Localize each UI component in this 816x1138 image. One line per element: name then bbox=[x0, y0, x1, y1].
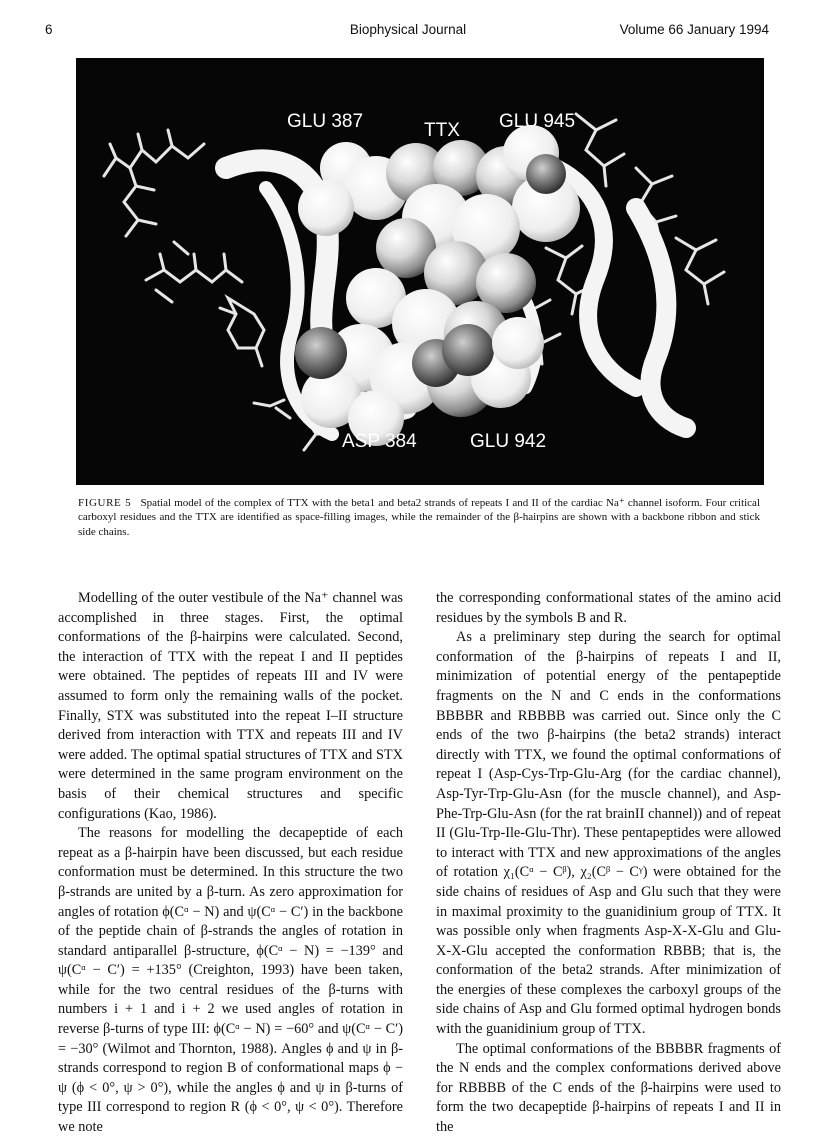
label-ttx: TTX bbox=[424, 120, 460, 141]
paragraph: Modelling of the outer vestibule of the Na⁺ channel was accomplished in three stages. First, the optimal conformations of the β-hairpins were calculated. Second, the interaction of TTX with the repeat I and II peptides were obtained. The peptides of repeats III and IV were assumed to form only the remaining walls of the pocket. Finally, STX was substituted into the repeat I–II structure derived from interaction with TTX and repeats III and IV were added. The optimal spatial structures of TTX and STX were determined in the same program environment on the basis of their chemical structures and specific configurations (Kao, 1986). bbox=[58, 590, 403, 822]
label-glu-945: GLU 945 bbox=[499, 111, 576, 132]
label-glu-942: GLU 942 bbox=[470, 431, 547, 452]
paragraph: The optimal conformations of the BBBBR fragments of the N ends and the complex conformations derived above for RBBBB of the C ends of the β-hairpins were used to form the two decapeptide β-hairpins of repeats I and II in the bbox=[436, 1040, 781, 1136]
journal-title: Biophysical Journal bbox=[349, 22, 467, 37]
paragraph: the corresponding conformational states of the amino acid residues by the symbols B and R. bbox=[436, 590, 781, 626]
paragraph: The reasons for modelling the decapeptide of each repeat as a β-hairpin have been discussed, but each residue conformation must be determined. In this structure the two β-strands are united by a β-turn. As zero approximation for angles of rotation ϕ(Cᵅ − N) and ψ(Cᵅ − C′) in the backbone of the peptide chain of β-strands the angles of rotation in standard antiparallel β-structure, ϕ(Cᵅ − N) = −139° and ψ(Cᵅ − C′) = +135° (Creighton, 1993) have been taken, while for the two central residues of the β-turns with numbers i + 1 and i + 2 we used angles of rotation in reverse β-turns of type III: ϕ(Cᵅ − N) = −60° and ψ(Cᵅ − C′) = −30° (Wilmot and Thornton, 1988). Angles ϕ and ψ in β-strands correspond to region B of conformational maps ϕ − ψ (ϕ < 0°, ψ > 0°), while the angles ϕ and ψ in β-turns of type III correspond to region R (ϕ < 0°, ψ < 0°). Therefore we note bbox=[58, 825, 403, 1136]
caption-text: Spatial model of the complex of TTX with the beta1 and beta2 strands of repeats I and II of the cardiac Na⁺ channel isoform. Four critical carboxyl residues and the TTX are identified as space-filling images, while the remainder of the β-hairpins are shown with a backbone ribbon and stick side chains. bbox=[78, 497, 760, 538]
paragraph: As a preliminary step during the search for optimal conformation of the β-hairpins of repeats I and II, minimization of potential energy of the pentapeptide fragments on the N and C ends in the conformations BBBBR and RBBBB was carried out. Since only the C ends of the two β-hairpins (the beta2 strands) interact directly with TTX, we found the optimal conformations of repeat I (Asp-Cys-Trp-Glu-Arg (for the cardiac channel), Asp-Tyr-Trp-Glu-Asn (for the muscle channel), and Asp-Phe-Trp-Glu-Asn (for the rat brainII channel)) and of repeat II (Glu-Trp-Ile-Glu-Thr). These pentapeptides were allowed to interact with TTX and new approximations of the angles of rotation χ₁(Cᵅ − Cᵝ), χ₂(Cᵝ − Cᵞ) were obtained for the side chains of residues of Asp and Glu such that they were in maximal proximity to the guanidinium group of TTX. It was possible only when fragments Asp-X-X-Glu and Glu-X-X-Glu accepted the conformation RBBB; that is, the conformation of the beta2 strands. After minimization of the energies of these complexes the carboxyl groups of the side chains of Asp and Glu formed optimal hydrogen bonds with the guanidinium group of TTX. bbox=[436, 629, 781, 1038]
running-head bbox=[0, 22, 816, 42]
molecular-model-image bbox=[76, 58, 764, 485]
label-glu-387: GLU 387 bbox=[287, 111, 364, 132]
volume-date: Volume 66 January 1994 bbox=[619, 22, 769, 37]
figure-caption bbox=[78, 496, 760, 539]
body-column-right bbox=[436, 589, 781, 1138]
body-column-left bbox=[58, 589, 403, 1138]
molecular-model-figure bbox=[76, 58, 764, 485]
caption-title: FIGURE 5 bbox=[78, 497, 132, 509]
page-number: 6 bbox=[45, 22, 53, 37]
space-filling-cluster bbox=[295, 125, 580, 446]
label-asp-384: ASP 384 bbox=[342, 431, 417, 452]
